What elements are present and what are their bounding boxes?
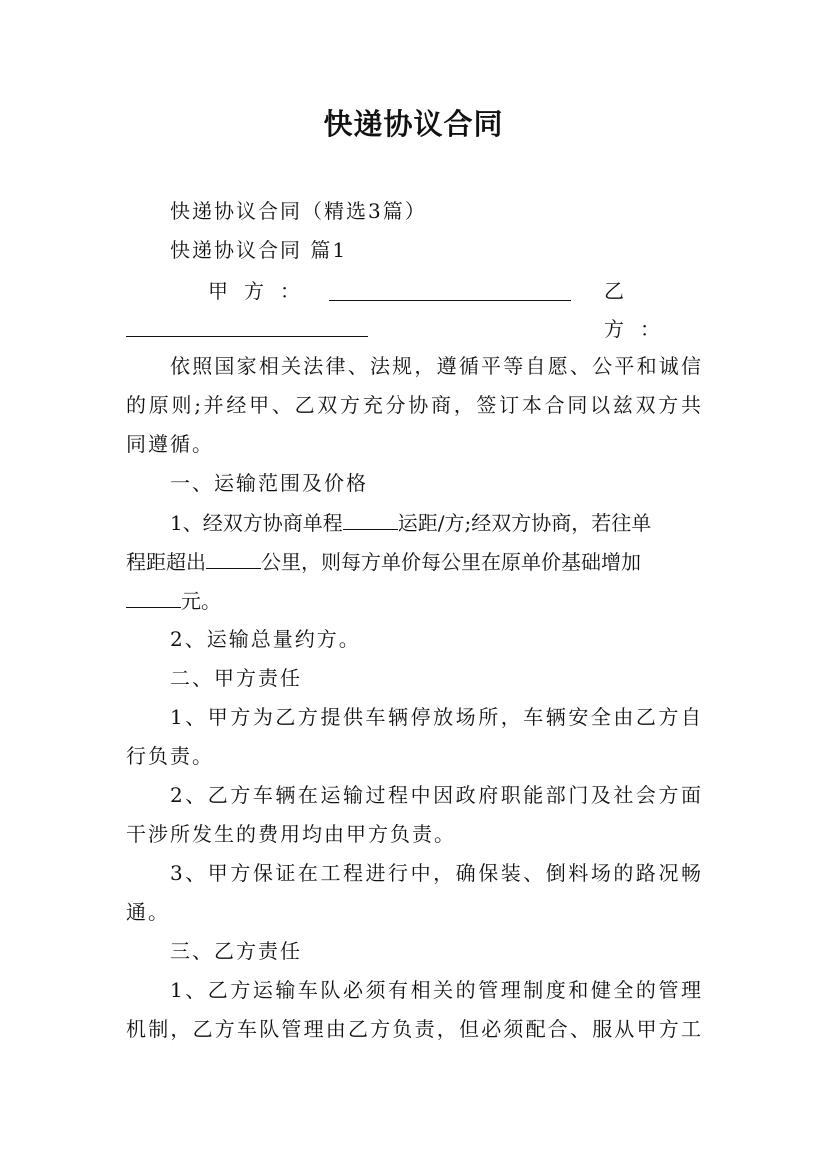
paragraph-line: 行负责。 xyxy=(126,744,214,768)
paragraph-line: 依照国家相关法律、法规，遵循平等自愿、公平和诚信 xyxy=(170,354,701,378)
paragraph-line: 1、乙方运输车队必须有相关的管理制度和健全的管理 xyxy=(170,978,701,1002)
paragraph-line xyxy=(126,581,221,619)
clause-heading: 二、甲方责任 xyxy=(170,666,302,690)
party-a-blank xyxy=(329,300,571,301)
document-title: 快递协议合同 xyxy=(323,107,504,141)
text-segment: 元。 xyxy=(181,589,221,613)
paragraph-line: 1、甲方为乙方提供车辆停放场所，车辆安全由乙方自 xyxy=(170,705,701,729)
party-a-label: 甲方： xyxy=(208,279,316,303)
party-b-label: 乙方： xyxy=(604,279,676,341)
paragraph-line: 3、甲方保证在工程进行中，确保装、倒料场的路况畅 xyxy=(170,861,701,885)
paragraph-line xyxy=(170,503,701,541)
fill-in-blank xyxy=(206,542,261,569)
paragraph-line: 干涉所发生的费用均由甲方负责。 xyxy=(126,822,456,846)
text-segment: 程距超出 xyxy=(126,550,206,574)
paragraph-line: 2、运输总量约方。 xyxy=(170,627,361,651)
paragraph-line: 同遵循。 xyxy=(126,432,214,456)
paragraph-line: 的原则;并经甲、乙双方充分协商，签订本合同以兹双方共 xyxy=(126,393,701,417)
paragraph-line: 2、乙方车辆在运输过程中因政府职能部门及社会方面 xyxy=(170,783,701,807)
paragraph-line xyxy=(126,542,701,580)
text-segment: 公里，则每方单价每公里在原单价基础增加 xyxy=(261,550,641,574)
paragraph-line: 通。 xyxy=(126,900,170,924)
fill-in-blank xyxy=(343,503,398,530)
clause-heading: 一、运输范围及价格 xyxy=(170,471,368,495)
text-segment: 1、经双方协商单程 xyxy=(170,511,343,535)
section-heading: 快递协议合同 篇1 xyxy=(170,238,348,262)
clause-heading: 三、乙方责任 xyxy=(170,939,302,963)
document-subtitle: 快递协议合同（精选3篇） xyxy=(170,199,427,223)
party-b-blank xyxy=(126,336,368,337)
text-segment: 运距/方;经双方协商，若往单 xyxy=(397,511,652,535)
party-row xyxy=(126,272,701,341)
fill-in-blank xyxy=(126,581,181,608)
paragraph-line: 机制，乙方车队管理由乙方负责，但必须配合、服从甲方工 xyxy=(126,1017,701,1041)
